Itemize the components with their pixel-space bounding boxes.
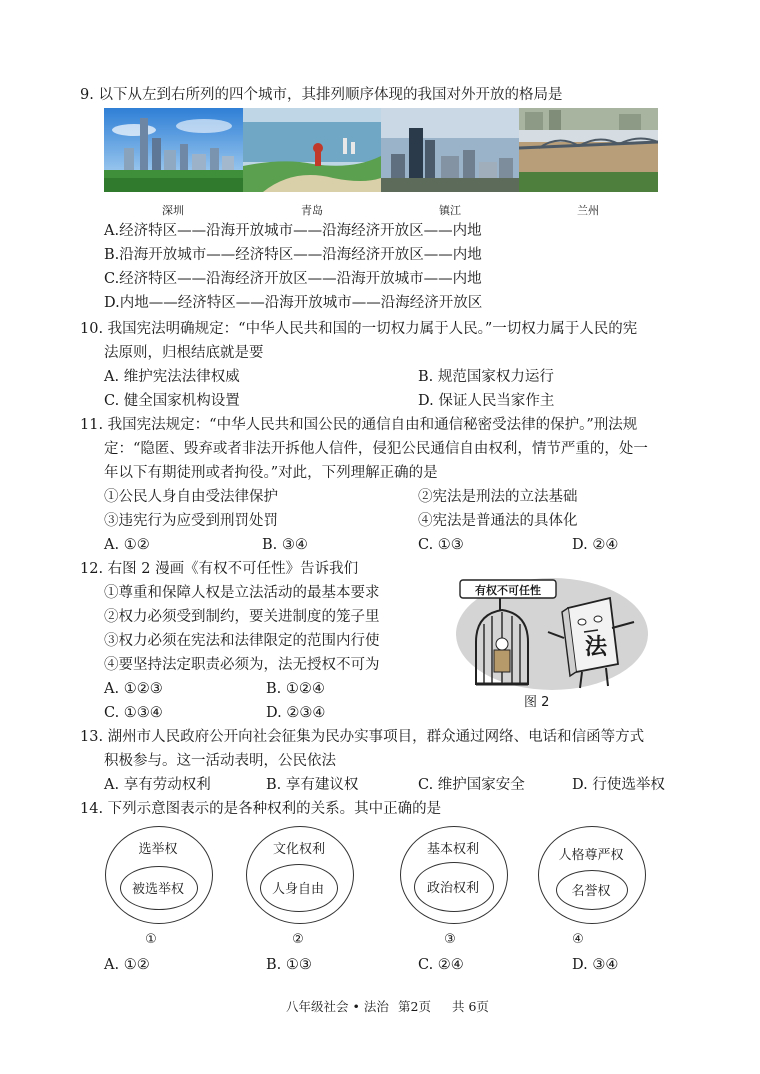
q13-option-c: C. 维护国家安全 (418, 777, 525, 793)
q13-option-b: B. 享有建议权 (266, 777, 359, 793)
q10-stem-line2: 法原则，归根结底就是要 (104, 345, 264, 361)
cartoon-sign-text: 有权不可任性 (475, 584, 541, 597)
q10-option-d: D. 保证人民当家作主 (418, 393, 555, 409)
q12-item-1: ①尊重和保障人权是立法活动的最基本要求 (104, 585, 380, 601)
footer-page: 第2页 (398, 999, 431, 1014)
q11-stem-line3: 年以下有期徒刑或者拘役。”对此，下列理解正确的是 (104, 465, 438, 481)
diagram-1-number: ① (145, 932, 157, 947)
qingdao-photo (243, 108, 381, 192)
footer-total: 共 6页 (452, 999, 489, 1014)
footer-subject: 八年级社会 • 法治 (286, 999, 389, 1014)
diagram-4-inner-label: 名誉权 (571, 884, 611, 899)
q11-option-b: B. ③④ (262, 537, 308, 553)
q14-option-c: C. ②④ (418, 957, 464, 973)
q10-stem-line1: 10. 我国宪法明确规定：“中华人民共和国的一切权力属于人民。”一切权力属于人民的宪 (80, 321, 638, 337)
q9-option-a: A.经济特区——沿海开放城市——沿海经济开放区——内地 (104, 223, 482, 239)
diagram-1-inner-label: 被选举权 (131, 882, 184, 897)
q12-stem: 12. 右图 2 漫画《有权不可任性》告诉我们 (80, 561, 359, 577)
q13-option-d: D. 行使选举权 (572, 777, 665, 793)
q13-option-a: A. 享有劳动权利 (104, 777, 211, 793)
q12-item-4: ④要坚持法定职责必须为，法无授权不可为 (104, 657, 380, 673)
q11-item-4: ④宪法是普通法的具体化 (418, 513, 578, 529)
cartoon-figure (452, 572, 648, 694)
q12-option-d: D. ②③④ (266, 705, 326, 721)
cartoon-book-text: 法 (584, 635, 607, 660)
q11-stem-line2: 定：“隐匿、毁弃或者非法开拆他人信件，侵犯公民通信自由权利，情节严重的，处一 (104, 441, 648, 457)
diagram-4-number: ④ (572, 932, 584, 947)
q13-stem-line2: 积极参与。这一活动表明，公民依法 (104, 753, 336, 769)
diagram-1-outer-label: 选举权 (138, 842, 178, 857)
q11-option-d: D. ②④ (572, 537, 619, 553)
diagram-2-number: ② (292, 932, 304, 947)
caption-shenzhen: 深圳 (162, 204, 184, 217)
diagram-3-outer-label: 基本权利 (426, 842, 479, 857)
q9-option-c: C.经济特区——沿海经济开放区——沿海开放城市——内地 (104, 271, 482, 287)
q13-stem-line1: 13. 湖州市人民政府公开向社会征集为民办实事项目，群众通过网络、电话和信函等方式 (80, 729, 645, 745)
q12-item-3: ③权力必须在宪法和法律限定的范围内行使 (104, 633, 380, 649)
diagram-3-number: ③ (444, 932, 456, 947)
caption-lanzhou: 兰州 (577, 204, 599, 217)
diagram-2-outer-label: 文化权利 (272, 842, 325, 857)
q11-stem-line1: 11. 我国宪法规定：“中华人民共和国公民的通信自由和通信秘密受法律的保护。”刑法规 (80, 417, 638, 433)
q9-stem: 9. 以下从左到右所列的四个城市，其排列顺序体现的我国对外开放的格局是 (80, 87, 563, 103)
diagram-4-outer-label: 人格尊严权 (558, 848, 624, 863)
shenzhen-photo (104, 108, 243, 192)
q11-item-2: ②宪法是刑法的立法基础 (418, 489, 578, 505)
q10-option-b: B. 规范国家权力运行 (418, 369, 554, 385)
caption-zhenjiang: 镇江 (439, 204, 461, 217)
q11-option-a: A. ①② (104, 537, 150, 553)
q9-option-d: D.内地——经济特区——沿海开放城市——沿海经济开放区 (104, 295, 483, 311)
q12-option-b: B. ①②④ (266, 681, 325, 697)
q12-option-a: A. ①②③ (104, 681, 163, 697)
caption-qingdao: 青岛 (301, 204, 323, 217)
q14-option-b: B. ①③ (266, 957, 312, 973)
q12-item-2: ②权力必须受到制约，要关进制度的笼子里 (104, 609, 380, 625)
q9-option-b: B.沿海开放城市——经济特区——沿海经济开放区——内地 (104, 247, 482, 263)
q10-option-c: C. 健全国家机构设置 (104, 393, 240, 409)
q10-option-a: A. 维护宪法法律权威 (104, 369, 240, 385)
q14-stem: 14. 下列示意图表示的是各种权利的关系。其中正确的是 (80, 801, 442, 817)
q11-item-1: ①公民人身自由受法律保护 (104, 489, 278, 505)
diagram-2-inner-label: 人身自由 (271, 882, 324, 897)
q11-item-3: ③违宪行为应受到刑罚处罚 (104, 513, 278, 529)
q14-option-a: A. ①② (104, 957, 150, 973)
q12-option-c: C. ①③④ (104, 705, 163, 721)
q14-option-d: D. ③④ (572, 957, 619, 973)
q11-option-c: C. ①③ (418, 537, 464, 553)
figure-label: 图 2 (524, 695, 550, 710)
zhenjiang-photo (381, 108, 519, 192)
diagram-3-inner-label: 政治权利 (426, 881, 479, 896)
lanzhou-photo (519, 108, 658, 192)
